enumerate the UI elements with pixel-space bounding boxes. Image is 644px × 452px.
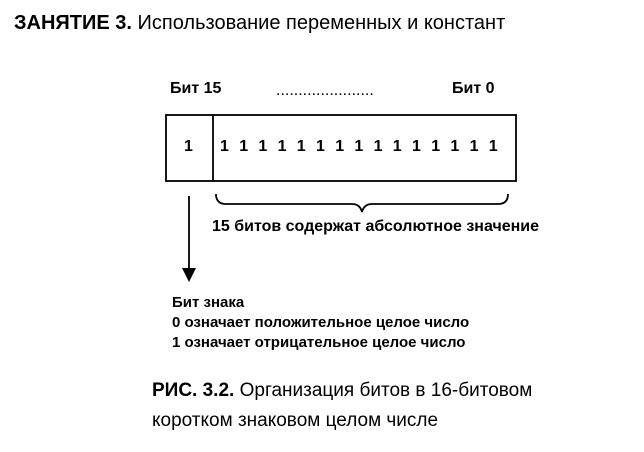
figure-caption-line-2: коротком знаковом целом числе [152, 410, 439, 431]
figure-caption [152, 376, 532, 436]
sign-bit-zero-meaning: 0 означает положительное целое число [172, 314, 470, 331]
magnitude-bit: 1 [412, 138, 421, 155]
magnitude-brace [216, 194, 508, 212]
figure-number: РИС. 3.2. [152, 380, 235, 401]
magnitude-bit: 1 [373, 138, 383, 155]
magnitude-bit: 1 [431, 138, 441, 155]
magnitude-bit: 1 [335, 138, 345, 155]
figure-caption-line-1: Организация битов в 16-битовом [239, 380, 533, 401]
magnitude-bit: 1 [277, 138, 287, 155]
bit-range-dots: ...................... [276, 82, 374, 99]
magnitude-bit: 1 [258, 138, 268, 155]
magnitude-bit: 1 [239, 138, 249, 155]
magnitude-bit: 1 [316, 138, 325, 155]
sign-bit-one-meaning: 1 означает отрицательное целое число [172, 334, 466, 351]
sign-bit-title: Бит знака [172, 294, 245, 311]
magnitude-bit: 1 [469, 138, 479, 155]
bit-15-label: Бит 15 [170, 80, 222, 97]
magnitude-bit: 1 [488, 138, 498, 155]
sign-bit-value: 1 [184, 138, 193, 155]
sign-arrow-head [182, 268, 196, 282]
magnitude-bit: 1 [392, 138, 402, 155]
magnitude-bit: 1 [296, 138, 306, 155]
magnitude-description: 15 битов содержат абсолютное значение [212, 218, 540, 235]
lesson-number: ЗАНЯТИЕ 3. [14, 12, 132, 34]
magnitude-bit: 1 [220, 138, 229, 155]
bit-0-label: Бит 0 [452, 80, 495, 97]
lesson-title: Использование переменных и констант [137, 12, 506, 34]
magnitude-bit: 1 [354, 138, 364, 155]
magnitude-bit: 1 [450, 138, 460, 155]
